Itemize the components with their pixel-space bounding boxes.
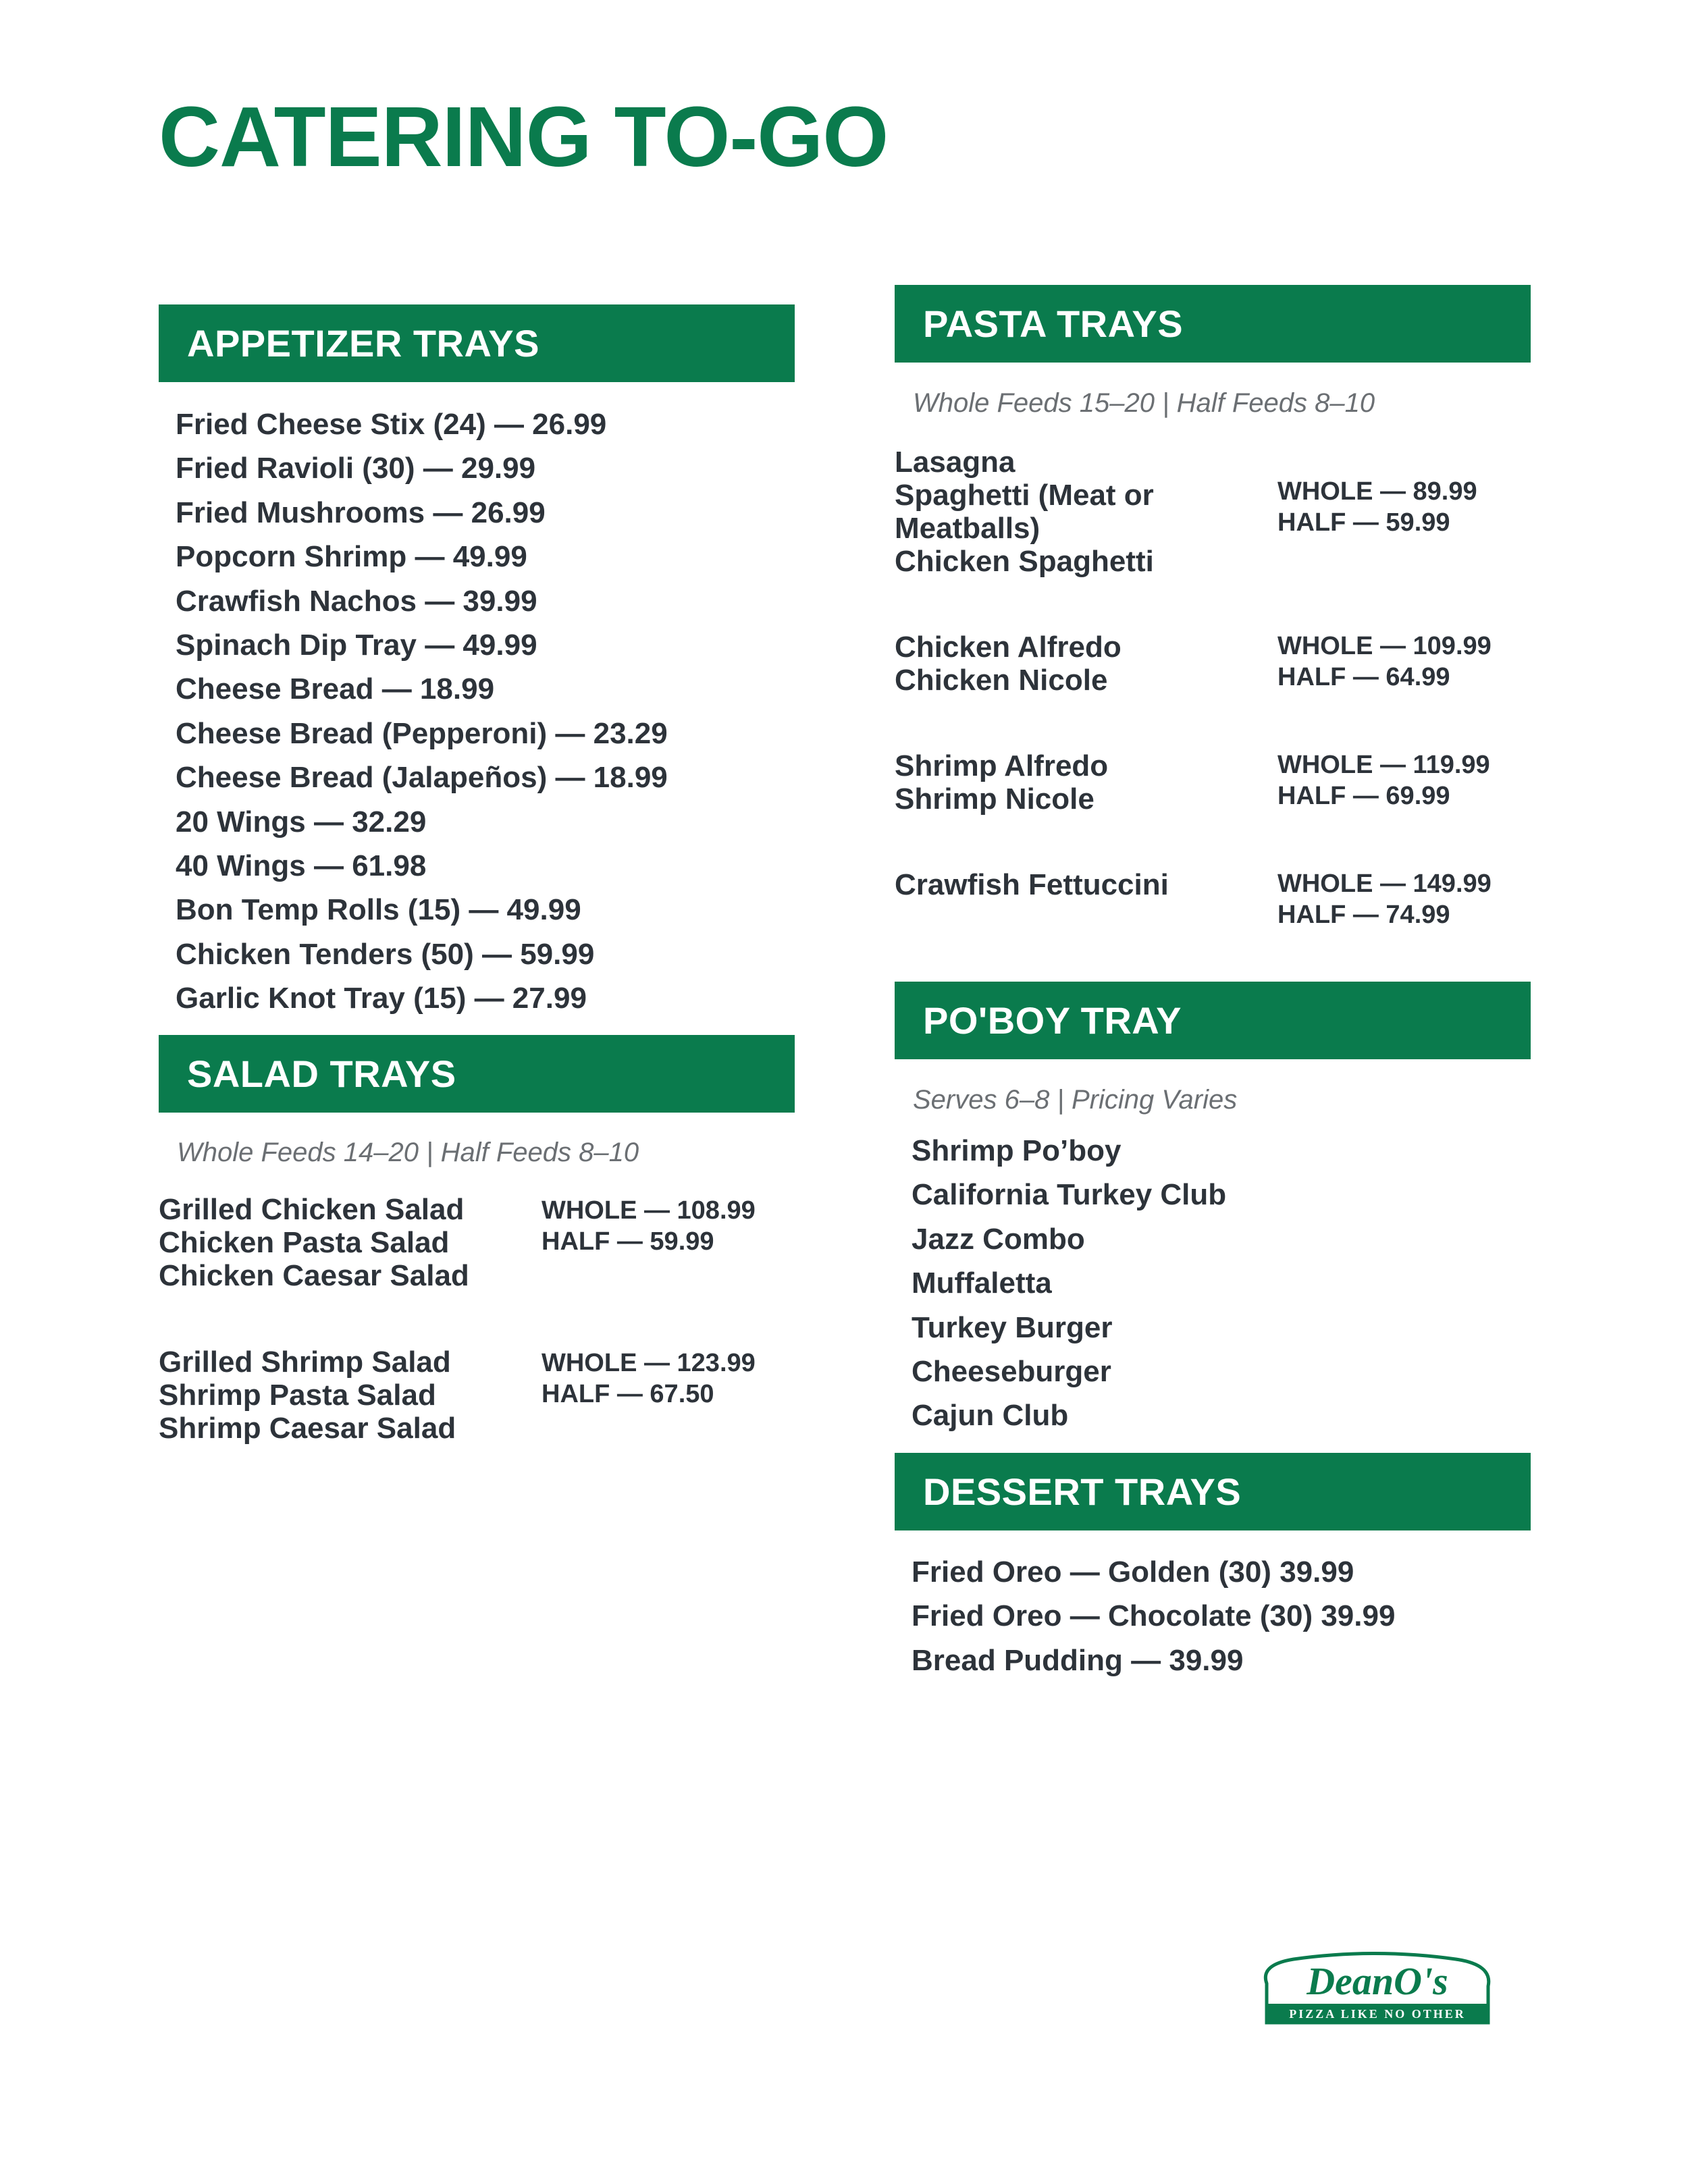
poboy-subtitle: Serves 6–8 | Pricing Varies: [913, 1085, 1238, 1115]
menu-item: Spaghetti (Meat or: [895, 479, 1154, 512]
salad-group-prices: [542, 1195, 756, 1257]
pasta-group-prices: [1277, 631, 1492, 693]
menu-item: Chicken Tenders (50) — 59.99: [176, 937, 595, 971]
menu-item: Cheese Bread — 18.99: [176, 672, 495, 706]
menu-item: Grilled Shrimp Salad: [159, 1346, 451, 1379]
half-price: HALF — 74.99: [1277, 901, 1450, 929]
menu-item: Lasagna: [895, 446, 1016, 479]
salad-trays-header: SALAD TRAYS: [159, 1035, 795, 1113]
whole-price: WHOLE — 149.99: [1277, 870, 1492, 898]
menu-item: Muffaletta: [912, 1267, 1052, 1300]
menu-item: Fried Oreo — Golden (30) 39.99: [912, 1555, 1354, 1589]
half-price: HALF — 59.99: [542, 1227, 714, 1256]
menu-item: Crawfish Nachos — 39.99: [176, 584, 537, 618]
menu-item: Chicken Alfredo: [895, 631, 1122, 664]
menu-item: Shrimp Nicole: [895, 782, 1094, 816]
menu-item: Cheese Bread (Jalapeños) — 18.99: [176, 761, 668, 795]
dessert-trays-header: DESSERT TRAYS: [895, 1453, 1531, 1530]
menu-item: Bread Pudding — 39.99: [912, 1643, 1244, 1677]
whole-price: WHOLE — 109.99: [1277, 632, 1492, 660]
pasta-group-names: [895, 749, 1108, 816]
menu-item: Chicken Caesar Salad: [159, 1259, 469, 1292]
menu-item: California Turkey Club: [912, 1178, 1227, 1212]
pasta-group-prices: [1277, 868, 1492, 930]
menu-item: Meatballs): [895, 512, 1040, 545]
menu-item: Cheese Bread (Pepperoni) — 23.29: [176, 716, 668, 750]
pasta-group-prices: [1277, 476, 1477, 538]
menu-item: Fried Ravioli (30) — 29.99: [176, 452, 536, 485]
menu-item: Chicken Pasta Salad: [159, 1226, 450, 1259]
half-price: HALF — 67.50: [542, 1380, 714, 1408]
salad-group-prices: [542, 1348, 756, 1410]
half-price: HALF — 59.99: [1277, 508, 1450, 537]
appetizer-list: [176, 402, 668, 1020]
poboy-list: [912, 1129, 1226, 1438]
salad-group-names: [159, 1193, 469, 1292]
menu-item: Fried Mushrooms — 26.99: [176, 496, 546, 529]
menu-item: Garlic Knot Tray (15) — 27.99: [176, 982, 587, 1015]
menu-item: Jazz Combo: [912, 1222, 1085, 1256]
menu-item: 40 Wings — 61.98: [176, 849, 427, 882]
menu-item: Chicken Spaghetti: [895, 545, 1154, 578]
salad-subtitle: Whole Feeds 14–20 | Half Feeds 8–10: [177, 1138, 639, 1167]
appetizer-trays-header: APPETIZER TRAYS: [159, 304, 795, 382]
whole-price: WHOLE — 123.99: [542, 1349, 756, 1377]
half-price: HALF — 69.99: [1277, 782, 1450, 810]
pasta-group-prices: [1277, 749, 1490, 811]
pasta-subtitle: Whole Feeds 15–20 | Half Feeds 8–10: [913, 388, 1375, 418]
half-price: HALF — 64.99: [1277, 663, 1450, 691]
pasta-group-names: [895, 446, 1154, 578]
menu-item: Grilled Chicken Salad: [159, 1193, 465, 1226]
logo-tagline: PIZZA LIKE NO OTHER: [1289, 2007, 1466, 2021]
pasta-trays-header: PASTA TRAYS: [895, 285, 1531, 363]
pasta-group-names: [895, 631, 1122, 697]
menu-item: Turkey Burger: [912, 1310, 1113, 1344]
deanos-logo: [1253, 1944, 1496, 2028]
menu-item: Crawfish Fettuccini: [895, 868, 1169, 901]
dessert-list: [912, 1550, 1395, 1682]
pasta-group-names: [895, 868, 1169, 901]
menu-item: Bon Temp Rolls (15) — 49.99: [176, 893, 581, 927]
menu-item: Fried Cheese Stix (24) — 26.99: [176, 408, 607, 441]
menu-item: Fried Oreo — Chocolate (30) 39.99: [912, 1599, 1396, 1633]
menu-item: Shrimp Pasta Salad: [159, 1379, 436, 1412]
menu-item: Cheeseburger: [912, 1354, 1111, 1388]
menu-item: Shrimp Caesar Salad: [159, 1412, 456, 1445]
whole-price: WHOLE — 119.99: [1277, 751, 1490, 779]
whole-price: WHOLE — 89.99: [1277, 477, 1477, 506]
menu-item: Cajun Club: [912, 1399, 1069, 1433]
menu-item: 20 Wings — 32.29: [176, 805, 427, 838]
poboy-tray-header: PO'BOY TRAY: [895, 982, 1531, 1059]
salad-group-names: [159, 1346, 456, 1445]
menu-item: Chicken Nicole: [895, 664, 1108, 697]
menu-item: Shrimp Po’boy: [912, 1134, 1122, 1167]
logo-brand: DeanO's: [1307, 1959, 1448, 2003]
page-title: CATERING TO-GO: [159, 89, 889, 184]
menu-item: Spinach Dip Tray — 49.99: [176, 628, 537, 662]
menu-item: Popcorn Shrimp — 49.99: [176, 540, 527, 574]
menu-item: Shrimp Alfredo: [895, 749, 1109, 782]
whole-price: WHOLE — 108.99: [542, 1196, 756, 1225]
